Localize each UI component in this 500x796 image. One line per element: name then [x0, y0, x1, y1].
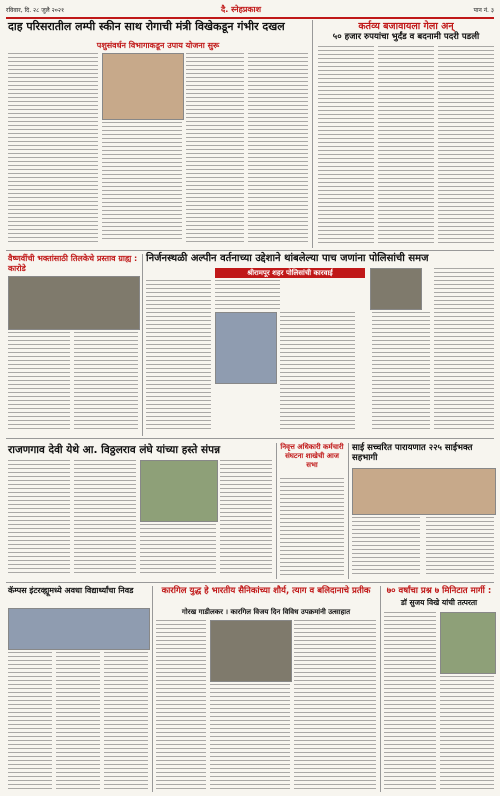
issue-date: रविवार, दि. २८ जुलै २०२१ — [6, 7, 65, 14]
story-text — [280, 312, 355, 432]
headline-duty: कर्तव्य बजावायला गेला अन् — [358, 21, 454, 32]
story-text — [440, 676, 494, 790]
story-text — [8, 460, 70, 575]
story-photo — [140, 460, 218, 522]
story-text — [220, 460, 272, 575]
story-photo — [352, 468, 496, 515]
subhead-duty: ५० हजार रुपयांचा भुर्दंड व बदनामी पदरी पडली — [332, 32, 480, 42]
story-text — [434, 268, 494, 432]
page-number: पान नं. ३ — [473, 7, 494, 14]
story-text — [352, 517, 420, 577]
headline-retired: निवृत्त अधिकारी कर्मचारी संघटना शाखेची आज सभा — [280, 443, 344, 469]
story-text — [104, 652, 148, 790]
story-text — [318, 46, 374, 246]
story-text — [280, 478, 344, 575]
story-photo — [8, 608, 150, 650]
story-text — [378, 46, 434, 246]
headline-police: निर्जनस्थळी अल्पीन वर्तनाच्या उद्देशाने थांबलेल्या पाच जणांना पोलिसांची समज — [146, 253, 429, 264]
story-text — [384, 612, 436, 790]
headline-ranjangaon: राजणगाव देवी येथे आ. विठ्ठलराव लंघे यांच्या हस्ते संपन्न — [8, 444, 221, 456]
story-text — [102, 122, 182, 242]
headline-question: ७० वर्षांचा प्रश्न ७ मिनिटात मार्गी : — [386, 586, 492, 596]
subhead-question: डॉ सुजय विखे यांची तत्परता — [400, 598, 478, 607]
story-text — [8, 53, 98, 243]
story-photo — [215, 312, 277, 384]
page-header — [6, 3, 494, 19]
story-text — [438, 46, 494, 246]
story-text — [426, 517, 494, 577]
story-text — [156, 620, 206, 790]
story-text — [186, 53, 244, 243]
headline-sai: साई सच्चरित पारायणात २२५ साईभक्त सहभागी — [352, 443, 473, 463]
story-text — [74, 332, 138, 432]
story-text — [146, 280, 211, 430]
newspaper-name: दै. स्नेहप्रकाश — [221, 5, 262, 14]
story-photo — [8, 276, 140, 330]
headline-kargil: कारगिल युद्ध हे भारतीय सैनिकांच्या शौर्य, त्याग व बलिदानाचे प्रतीक — [161, 586, 371, 596]
headline-lumpy-skin: दाह परिसरातील लम्पी स्कीन साथ रोगाची मंत्री विखेकडून गंभीर दखल — [8, 20, 285, 33]
story-text — [248, 53, 308, 243]
story-text — [8, 332, 70, 432]
story-photo — [370, 268, 422, 310]
subhead-kargil: गोरख गाडीलकर । कारगिल विजय दिन विविध उपक्रमांनी उत्साहात — [181, 608, 351, 616]
subhead-lumpy-skin: पशुसंवर्धन विभागाकडून उपाय योजना सुरू — [96, 41, 220, 50]
story-photo — [440, 612, 496, 674]
police-banner: श्रीरामपूर शहर पोलिसांची कारवाई — [215, 268, 365, 278]
story-text — [140, 524, 216, 576]
story-text — [74, 460, 136, 575]
story-text — [210, 684, 290, 790]
story-photo — [210, 620, 292, 682]
story-text — [294, 620, 376, 790]
headline-vaishnavi: वैष्णवींची भक्तांसाठी तिलकेचे प्रस्ताव ग्राह्य : कारोडे — [8, 254, 138, 273]
story-text — [56, 652, 100, 790]
story-text — [215, 280, 280, 310]
headline-campus: कॅम्पस इंटरव्ह्यूमध्ये अवधा विद्यार्थ्यांचा निवड — [8, 586, 134, 595]
story-text — [8, 652, 52, 790]
story-photo — [102, 53, 184, 120]
story-text — [372, 312, 430, 432]
